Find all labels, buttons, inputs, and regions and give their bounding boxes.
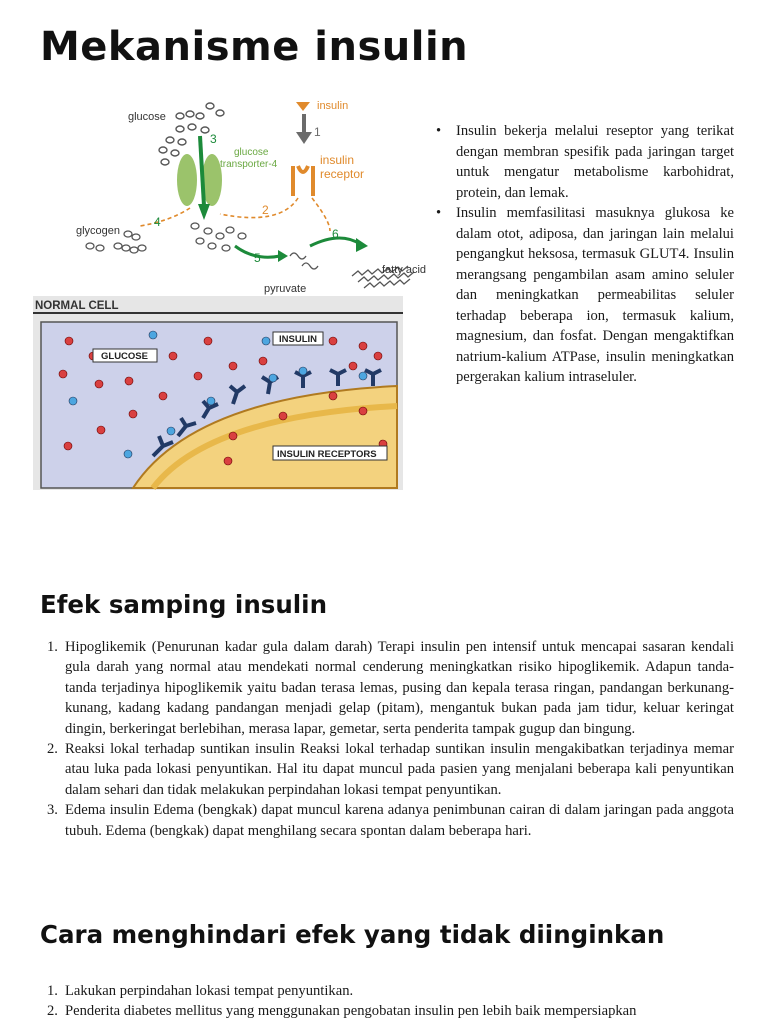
normal-cell-diagram — [33, 296, 403, 490]
label-glucose: glucose — [128, 111, 166, 123]
label-fatty-acid: fatty acid — [382, 264, 427, 276]
label-insulin: insulin — [317, 100, 349, 112]
list-item: 1. Lakukan perpindahan lokasi tempat penyuntikan. — [47, 983, 354, 999]
cara-list — [40, 981, 734, 1022]
step-1: 1 — [314, 125, 321, 139]
efek-list — [40, 637, 734, 841]
label-receptor-2: receptor — [320, 167, 365, 181]
insulin-mechanism-diagram — [30, 96, 440, 296]
label-pyruvate: pyruvate — [264, 283, 307, 295]
label-cell-insulin: INSULIN — [279, 334, 317, 345]
step-6: 6 — [332, 227, 339, 241]
step-3: 3 — [210, 132, 217, 146]
label-transporter-2: transporter-4 — [220, 159, 278, 170]
section-heading-efek: Efek samping insulin — [40, 590, 328, 619]
list-item: 1. Hipoglikemik (Penurunan kadar gula dalam darah) Terapi insulin pen intensif untuk mencapai sasaran kendali gula darah yang normal atau mendekati normal cenderung meningkatkan risiko hipoglikemik. Adapun tanda-tanda terjadinya hipoglikemik yaitu badan terasa lemas, pusing dan kepala terasa ringan, pandangan berkunang-kunang, kadang kadang pandangan menjadi gelap (pitam), mengantuk bukan pada jam tidur, keluar keringat dingin, berkeringat berlebihan, merasa lapar, gemetar, serta penderita tampak gugup dan bingung. — [47, 639, 734, 737]
bullet-item: • Insulin bekerja melalui reseptor yang terikat dengan membran spesifik pada jaringan target untuk mengatur metabolisme karbohidrat, protein, dan lemak. — [434, 121, 734, 203]
insulin-receptor-icon — [293, 166, 313, 196]
label-cell-receptors: INSULIN RECEPTORS — [277, 449, 377, 460]
insulin-drop-icon — [296, 102, 310, 111]
page-title: Mekanisme insulin — [40, 24, 469, 70]
mechanism-bullet-list — [434, 121, 734, 388]
step-5: 5 — [254, 251, 261, 265]
label-cell-glucose: GLUCOSE — [101, 351, 148, 362]
list-item: 2. Reaksi lokal terhadap suntikan insulin Reaksi lokal terhadap suntikan insulin mengakibatkan terjadinya memar atau luka pada lokasi penyuntikan. Hal itu dapat muncul pada pasien yang menjalani beberapa kali penyuntikan dalam sehari dan tidak melakukan perpindahan lokasi tempat penyuntikan. — [47, 741, 734, 798]
list-item: 2. Penderita diabetes mellitus yang menggunakan pengobatan insulin pen lebih baik mempersiapkan — [47, 1003, 637, 1020]
list-item: 3. Edema insulin Edema (bengkak) dapat muncul karena adanya penimbunan cairan di dalam jaringan pada anggota tubuh. Edema (bengkak) dapat menghilang secara spontan dalam beberapa hari. — [47, 802, 734, 839]
step-2: 2 — [262, 203, 269, 217]
bullet-item: • Insulin memfasilitasi masuknya glukosa ke dalam otot, adiposa, dan jaringan lain melalui pengangkut heksosa, termasuk GLUT4. Insulin merangsang pengambilan asam amino seluler dan meningkatkan permeabilitas seluler terhadap beberapa ion, termasuk kalium, magnesium, dan fosfat. Dengan mengaktifkan natrium-kalium ATPase, insulin meningkatkan pergerakan kalium intraseluler. — [434, 203, 734, 388]
label-transporter-1: glucose — [234, 147, 269, 158]
step-4: 4 — [154, 215, 161, 229]
label-receptor-1: insulin — [320, 153, 355, 167]
cell-title: NORMAL CELL — [35, 300, 119, 312]
section-heading-cara: Cara menghindari efek yang tidak diinginkan — [40, 920, 665, 949]
label-glycogen: glycogen — [76, 225, 121, 237]
